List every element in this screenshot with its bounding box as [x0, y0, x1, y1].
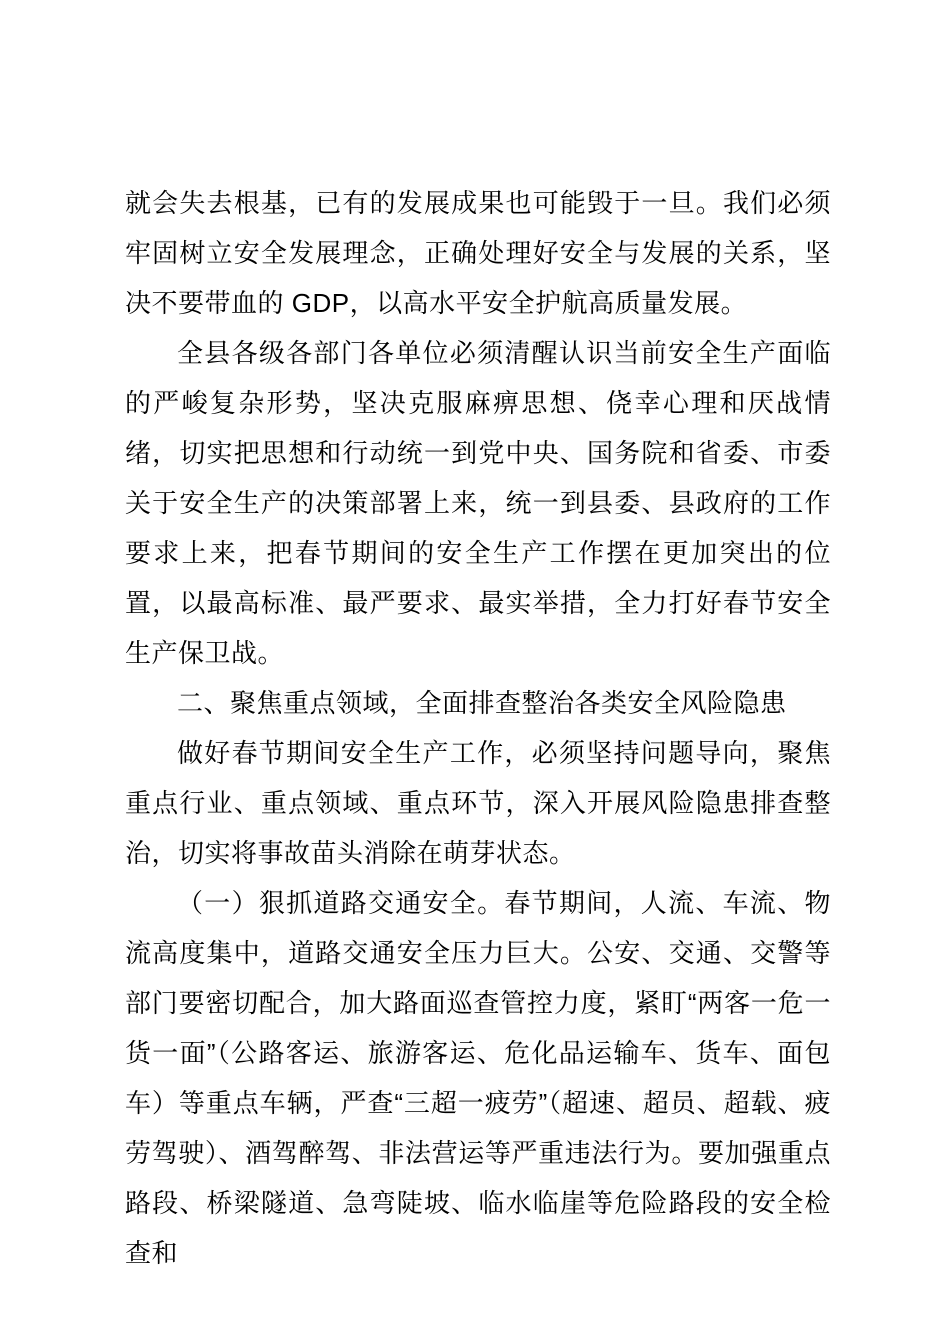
document-text-block [125, 178, 831, 1278]
paragraph: 做好春节期间安全生产工作，必须坚持问题导向，聚焦重点行业、重点领域、重点环节，深入开展风险隐患排查整治，切实将事故苗头消除在萌芽状态。 [125, 738, 831, 868]
paragraph: （一）狠抓道路交通安全。春节期间，人流、车流、物流高度集中，道路交通安全压力巨大。公安、交通、交警等部门要密切配合，加大路面巡查管控力度，紧盯“两客一危一货一面”（公路客运、旅游客运、危化品运输车、货车、面包车）等重点车辆，严查“三超一疲劳”（超速、超员、超载、疲劳驾驶）、酒驾醉驾、非法营运等严重违法行为。要加强重点路段、桥梁隧道、急弯陡坡、临水临崖等危险路段的安全检查和 [125, 888, 831, 1268]
paragraph: 全县各级各部门各单位必须清醒认识当前安全生产面临的严峻复杂形势，坚决克服麻痹思想、侥幸心理和厌战情绪，切实把思想和行动统一到党中央、国务院和省委、市委关于安全生产的决策部署上来，统一到县委、县政府的工作要求上来，把春节期间的安全生产工作摆在更加突出的位置，以最高标准、最严要求、最实举措，全力打好春节安全生产保卫战。 [125, 338, 831, 668]
section-heading: 二、聚焦重点领域，全面排查整治各类安全风险隐患 [177, 688, 787, 718]
paragraph: 就会失去根基，已有的发展成果也可能毁于一旦。我们必须牢固树立安全发展理念，正确处理好安全与发展的关系，坚决不要带血的 GDP，以高水平安全护航高质量发展。 [125, 188, 831, 318]
